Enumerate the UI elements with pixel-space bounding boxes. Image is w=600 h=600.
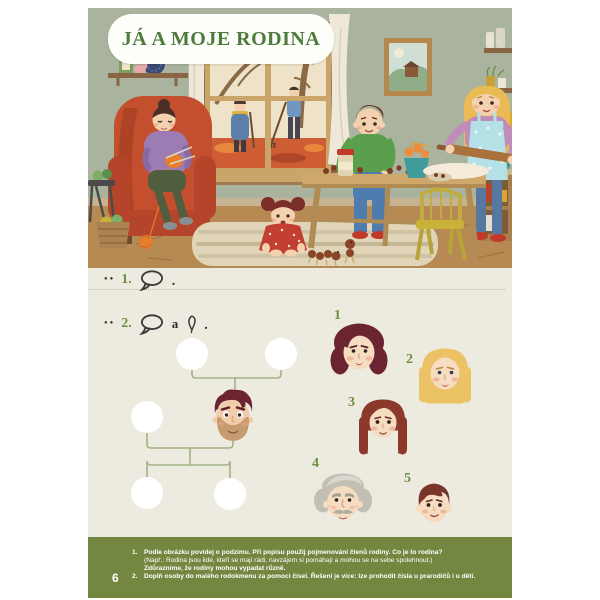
workbook-page — [88, 8, 512, 598]
jar-with-red-lid — [337, 149, 354, 155]
exercise-row-1 — [104, 270, 175, 290]
girl-playing-on-rug — [259, 197, 307, 257]
tree-slot-child-2[interactable] — [214, 478, 246, 510]
connector-word: a — [171, 316, 179, 331]
teacher-instructions-bar — [88, 537, 512, 598]
portrait-label-4: 4 — [312, 456, 319, 471]
instructions-text — [132, 549, 504, 581]
empty-tree-slots[interactable] — [131, 338, 297, 510]
instruction-line: (Např.: Rodina jsou lidé, kteří se mají rádi, navzájem si pomáhají a mohou se na sebe spolehnout.) — [144, 557, 433, 564]
portrait-girl-auburn-hair — [348, 390, 418, 465]
speech-bubble-icon — [138, 269, 166, 291]
portrait-label-1: 1 — [334, 308, 341, 323]
instruction-line: Podle obrázku povídej o podzimu. Při popisu použij pojmenování členů rodiny. Co je to rodina? — [144, 549, 443, 556]
landscape-picture-frame — [384, 38, 432, 96]
exercise-number: 2. — [121, 316, 132, 331]
page-number: 6 — [112, 571, 119, 585]
tree-connectors — [147, 370, 281, 478]
teal-cup — [404, 158, 429, 178]
family-tree-diagram — [118, 328, 308, 518]
portrait-woman-blonde-hair — [410, 338, 480, 413]
difficulty-dots: ●● — [104, 276, 116, 282]
tree-slot-mother[interactable] — [131, 401, 163, 433]
exercise-number: 1. — [121, 272, 132, 287]
tree-slot-child-1[interactable] — [131, 477, 163, 509]
exercise-row-2 — [104, 314, 208, 334]
instruction-item-1: 1. Podle obrázku povídej o podzimu. Při popisu použij pojmenování členů rodiny. Co je to rodina? (Např.: Rodina jsou lidé, kteří se mají rádi, navzájem si pomáhají a mohou se na sebe spolehnout.) Zdůrazníme, že rodiny mohou vypadat různě. — [132, 549, 443, 572]
chapter-title-banner — [108, 14, 334, 64]
instruction-item-2: 2. Doplň osoby do malého rodokmenu za pomoci čísel. Řešení je více: lze prohodit čísla u prarodičů i u dětí. — [132, 573, 476, 580]
father-face — [213, 390, 253, 442]
portrait-label-3: 3 — [348, 395, 355, 410]
speech-bubble-icon — [138, 313, 166, 335]
portrait-grandfather-gray-hair — [308, 462, 378, 537]
period: . — [171, 274, 176, 289]
page-title: JÁ A MOJE RODINA — [121, 27, 321, 50]
period: . — [204, 318, 208, 333]
difficulty-dots: ●● — [104, 320, 116, 326]
portrait-woman-dark-red-hair — [324, 314, 394, 389]
tree-slot-grandparent-2[interactable] — [265, 338, 297, 370]
portrait-label-2: 2 — [406, 352, 413, 367]
instruction-line: Zdůrazníme, že rodiny mohou vypadat různě. — [144, 565, 286, 572]
instruction-line: Doplň osoby do malého rodokmenu za pomoci čísel. Řešení je více: lze prohodit čísla u prarodičů i u dětí. — [144, 573, 476, 580]
portrait-label-5: 5 — [404, 471, 411, 486]
pencil-icon — [184, 314, 198, 334]
tree-slot-grandparent-1[interactable] — [176, 338, 208, 370]
